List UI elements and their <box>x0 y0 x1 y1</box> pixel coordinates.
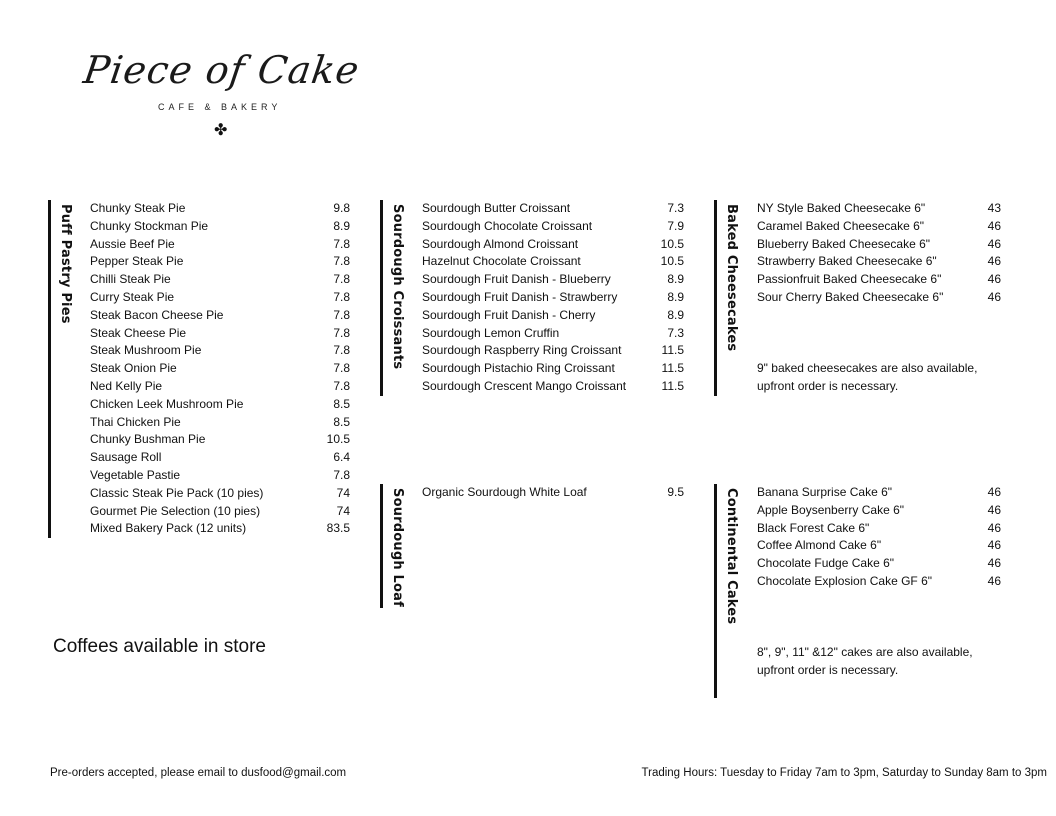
menu-item-price: 7.8 <box>333 272 350 287</box>
menu-item-price: 7.8 <box>333 343 350 358</box>
section-divider <box>714 484 717 698</box>
menu-item <box>90 378 352 396</box>
section-divider <box>48 200 51 538</box>
menu-item-name: Sourdough Fruit Danish - Cherry <box>422 307 596 322</box>
section-continental-cakes <box>714 484 1014 698</box>
menu-item-name: Steak Onion Pie <box>90 361 177 376</box>
menu-item <box>422 307 686 325</box>
menu-item-name: Sourdough Butter Croissant <box>422 201 571 215</box>
menu-item-price: 46 <box>987 556 1001 571</box>
section-baked-cheesecakes <box>714 200 1014 396</box>
menu-item <box>422 484 686 502</box>
menu-item <box>90 289 352 307</box>
clover-icon: ✤ <box>214 120 228 139</box>
trading-hours: Trading Hours: Tuesday to Friday 7am to 3pm, Saturday to Sunday 8am to 3pm <box>641 767 1047 779</box>
menu-item-price: 43 <box>987 201 1001 215</box>
cakes-note-line2: upfront order is necessary. <box>757 663 899 677</box>
menu-item <box>757 236 1001 254</box>
menu-item <box>757 200 1001 218</box>
menu-item-name: Sourdough Almond Croissant <box>422 236 579 251</box>
menu-item-price: 7.8 <box>333 307 350 322</box>
menu-item-price: 46 <box>987 520 1001 535</box>
menu-item-name: Passionfruit Baked Cheesecake 6" <box>757 272 942 287</box>
menu-item-name: Pepper Steak Pie <box>90 254 184 269</box>
menu-item <box>422 236 686 254</box>
menu-item <box>90 485 352 503</box>
section-divider <box>714 200 717 396</box>
menu-item-price: 7.8 <box>333 378 350 393</box>
menu-item-name: NY Style Baked Cheesecake 6" <box>757 201 926 215</box>
menu-item <box>757 555 1001 573</box>
cakes-note-line1: 8", 9", 11" &12" cakes are also available, <box>757 645 973 659</box>
menu-item-name: Chocolate Explosion Cake GF 6" <box>757 573 933 588</box>
menu-item-name: Classic Steak Pie Pack (10 pies) <box>90 485 264 500</box>
menu-item-name: Sourdough Crescent Mango Croissant <box>422 378 627 393</box>
section-puff-pastry-pies <box>48 200 358 538</box>
menu-item <box>90 360 352 378</box>
brand-subtitle: CAFE & BAKERY <box>158 102 282 112</box>
menu-item-price: 8.9 <box>667 272 684 287</box>
menu-item-name: Chicken Leek Mushroom Pie <box>90 396 244 411</box>
menu-item-price: 74 <box>336 503 350 518</box>
item-list <box>757 200 1001 307</box>
menu-item <box>90 253 352 271</box>
menu-item-name: Hazelnut Chocolate Croissant <box>422 254 581 269</box>
menu-item-price: 46 <box>987 254 1001 269</box>
menu-item-name: Aussie Beef Pie <box>90 236 175 251</box>
menu-item-name: Chunky Steak Pie <box>90 201 186 215</box>
section-title: Sourdough Croissants <box>390 204 405 370</box>
menu-item-price: 46 <box>987 538 1001 553</box>
menu-item-name: Steak Bacon Cheese Pie <box>90 307 224 322</box>
menu-item-price: 11.5 <box>661 361 684 376</box>
menu-item-name: Sour Cherry Baked Cheesecake 6" <box>757 289 944 304</box>
menu-item <box>422 342 686 360</box>
menu-item-price: 7.3 <box>667 201 684 215</box>
section-sourdough-croissants <box>380 200 690 396</box>
menu-item-price: 7.8 <box>333 361 350 376</box>
item-list <box>422 484 686 502</box>
menu-item-name: Apple Boysenberry Cake 6" <box>757 502 905 517</box>
menu-item-price: 6.4 <box>333 450 350 465</box>
menu-item <box>90 271 352 289</box>
menu-item <box>90 200 352 218</box>
menu-item-name: Chunky Bushman Pie <box>90 432 206 447</box>
section-title: Puff Pastry Pies <box>58 204 73 324</box>
menu-item-price: 9.5 <box>667 485 684 499</box>
menu-item-name: Strawberry Baked Cheesecake 6" <box>757 254 937 269</box>
menu-item <box>757 573 1001 591</box>
menu-item <box>90 218 352 236</box>
menu-item-price: 7.9 <box>667 218 684 233</box>
menu-item <box>90 342 352 360</box>
menu-item-price: 10.5 <box>326 432 350 447</box>
menu-item-price: 83.5 <box>326 521 350 536</box>
item-list <box>757 484 1001 591</box>
item-list <box>90 200 352 538</box>
menu-item-name: Sourdough Lemon Cruffin <box>422 325 560 340</box>
menu-item <box>90 520 352 538</box>
menu-item <box>90 449 352 467</box>
menu-item-name: Chilli Steak Pie <box>90 272 171 287</box>
menu-item <box>757 484 1001 502</box>
menu-item-name: Caramel Baked Cheesecake 6" <box>757 218 925 233</box>
menu-item-name: Banana Surprise Cake 6" <box>757 485 893 499</box>
menu-item <box>757 520 1001 538</box>
menu-item <box>422 360 686 378</box>
cheesecake-note-line1: 9" baked cheesecakes are also available, <box>757 361 978 375</box>
menu-item-price: 46 <box>987 485 1001 499</box>
coffee-note: Coffees available in store <box>53 636 266 657</box>
menu-item <box>422 271 686 289</box>
menu-item-price: 46 <box>987 502 1001 517</box>
menu-item-price: 46 <box>987 573 1001 588</box>
menu-item-price: 7.8 <box>333 325 350 340</box>
menu-item <box>422 218 686 236</box>
section-sourdough-loaf <box>380 484 690 608</box>
section-divider <box>380 484 383 608</box>
menu-item-price: 7.8 <box>333 289 350 304</box>
menu-item-name: Sourdough Chocolate Croissant <box>422 218 593 233</box>
menu-item-name: Sourdough Pistachio Ring Croissant <box>422 361 615 376</box>
menu-item-price: 11.5 <box>661 343 684 358</box>
menu-item <box>422 289 686 307</box>
menu-item-price: 46 <box>987 289 1001 304</box>
menu-item <box>422 325 686 343</box>
menu-item <box>90 307 352 325</box>
menu-item-price: 9.8 <box>333 201 350 215</box>
menu-item-price: 74 <box>336 485 350 500</box>
section-title: Sourdough Loaf <box>390 488 405 607</box>
preorder-note: Pre-orders accepted, please email to dusfood@gmail.com <box>50 767 347 779</box>
cheesecake-note-line2: upfront order is necessary. <box>757 379 899 393</box>
menu-item-price: 7.3 <box>667 325 684 340</box>
menu-item-price: 10.5 <box>660 236 684 251</box>
menu-item-price: 7.8 <box>333 254 350 269</box>
menu-item-price: 10.5 <box>660 254 684 269</box>
menu-item <box>90 503 352 521</box>
menu-item-name: Mixed Bakery Pack (12 units) <box>90 521 247 536</box>
menu-item-name: Gourmet Pie Selection (10 pies) <box>90 503 261 518</box>
menu-item <box>90 431 352 449</box>
menu-item <box>90 414 352 432</box>
menu-item-name: Vegetable Pastie <box>90 467 181 482</box>
menu-item-name: Chunky Stockman Pie <box>90 218 209 233</box>
brand-name: Piece of Cake <box>80 48 363 92</box>
menu-item <box>422 378 686 396</box>
menu-item-price: 46 <box>987 272 1001 287</box>
menu-item <box>757 253 1001 271</box>
menu-item-price: 7.8 <box>333 467 350 482</box>
menu-item-price: 11.5 <box>661 378 684 393</box>
menu-item <box>90 467 352 485</box>
menu-item <box>757 537 1001 555</box>
item-list <box>422 200 686 396</box>
menu-item-name: Curry Steak Pie <box>90 289 175 304</box>
menu-item-price: 8.9 <box>667 289 684 304</box>
menu-item-name: Thai Chicken Pie <box>90 414 181 429</box>
menu-item-name: Sourdough Fruit Danish - Blueberry <box>422 272 611 287</box>
menu-item-price: 46 <box>987 218 1001 233</box>
menu-item-price: 46 <box>987 236 1001 251</box>
menu-item-price: 8.5 <box>333 396 350 411</box>
menu-item <box>757 502 1001 520</box>
menu-item-price: 8.9 <box>667 307 684 322</box>
section-title: Continental Cakes <box>724 488 739 625</box>
menu-item <box>422 200 686 218</box>
menu-item-name: Chocolate Fudge Cake 6" <box>757 556 895 571</box>
menu-item-price: 8.9 <box>333 218 350 233</box>
menu-item-name: Sourdough Raspberry Ring Croissant <box>422 343 622 358</box>
menu-item <box>757 271 1001 289</box>
menu-item-name: Sausage Roll <box>90 450 162 465</box>
menu-item-name: Steak Cheese Pie <box>90 325 187 340</box>
brand-logo <box>80 40 370 150</box>
section-title: Baked Cheesecakes <box>724 204 739 352</box>
menu-item <box>757 289 1001 307</box>
menu-item-price: 8.5 <box>333 414 350 429</box>
menu-item-name: Coffee Almond Cake 6" <box>757 538 882 553</box>
menu-item <box>422 253 686 271</box>
section-divider <box>380 200 383 396</box>
menu-item <box>90 325 352 343</box>
menu-item-name: Ned Kelly Pie <box>90 378 163 393</box>
menu-item-name: Black Forest Cake 6" <box>757 520 870 535</box>
menu-item-name: Sourdough Fruit Danish - Strawberry <box>422 289 618 304</box>
menu-item <box>757 218 1001 236</box>
menu-item-price: 7.8 <box>333 236 350 251</box>
menu-item-name: Blueberry Baked Cheesecake 6" <box>757 236 931 251</box>
menu-item <box>90 396 352 414</box>
menu-item <box>90 236 352 254</box>
menu-item-name: Steak Mushroom Pie <box>90 343 202 358</box>
menu-item-name: Organic Sourdough White Loaf <box>422 485 587 499</box>
